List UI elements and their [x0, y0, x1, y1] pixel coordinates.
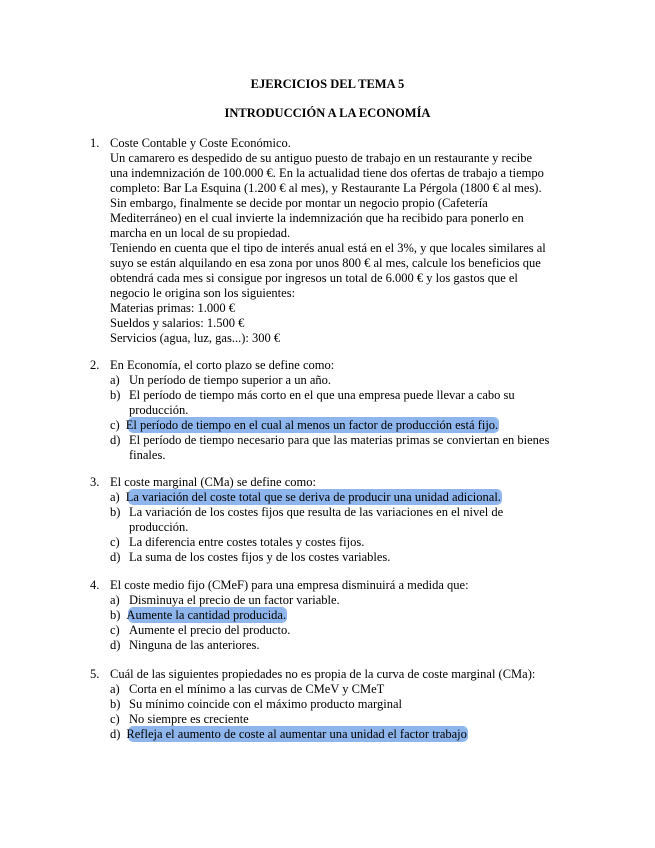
body-line: suyo se están alquilando en esa zona por unos 800 € al mes, calcule los beneficios que — [110, 256, 541, 270]
option-d — [90, 638, 570, 653]
body-line: completo: Bar La Esquina (1.200 € al mes), y Restaurante La Pérgola (1800 € al mes). — [110, 181, 542, 195]
body-line: Sueldos y salarios: 1.500 € — [110, 316, 245, 330]
body-line: Servicios (agua, luz, gas...): 300 € — [110, 331, 281, 345]
option-text: La variación del coste total que se deriva de producir una unidad adicional. — [125, 490, 501, 504]
body-line: Materias primas: 1.000 € — [110, 301, 235, 315]
option-a — [90, 593, 570, 608]
question-body — [90, 151, 570, 346]
question-1 — [90, 136, 570, 346]
question-number: 1. — [90, 136, 100, 150]
option-text: El período de tiempo necesario para que las materias primas se conviertan en bienes — [129, 433, 550, 447]
body-line: una indemnización de 100.000 €. En la actualidad tiene dos ofertas de trabajo a tiempo — [110, 166, 544, 180]
option-b — [90, 388, 570, 418]
answer-highlight — [110, 608, 287, 622]
option-letter: b) — [110, 505, 121, 519]
body-line: Teniendo en cuenta que el tipo de interés anual está en el 3%, y que locales similares al — [110, 241, 546, 255]
option-a-selected — [90, 490, 570, 505]
option-letter: b) — [110, 608, 121, 622]
option-text: La diferencia entre costes totales y costes fijos. — [129, 535, 365, 549]
body-line: Sin embargo, finalmente se decide por montar un negocio propio (Cafetería — [110, 196, 488, 210]
option-letter: a) — [110, 593, 120, 607]
answer-highlight — [110, 727, 467, 741]
question-4 — [90, 578, 570, 653]
option-text: No siempre es creciente — [129, 712, 249, 726]
option-letter: a) — [110, 682, 120, 696]
option-text: El período de tiempo más corto en el que una empresa puede llevar a cabo su — [129, 388, 515, 402]
option-text: Refleja el aumento de coste al aumentar una unidad el factor trabajo — [126, 727, 467, 741]
option-a — [90, 682, 570, 697]
option-text: Un período de tiempo superior a un año. — [129, 373, 332, 387]
question-title: Coste Contable y Coste Económico. — [110, 136, 291, 150]
option-text: El período de tiempo en el cual al menos un factor de producción está fijo. — [125, 418, 499, 432]
option-letter: a) — [110, 373, 120, 387]
option-c-selected — [90, 418, 570, 433]
question-5 — [90, 667, 570, 742]
option-a — [90, 373, 570, 388]
question-number: 5. — [90, 667, 100, 681]
document-title: EJERCICIOS DEL TEMA 5 — [250, 77, 405, 91]
option-letter: c) — [110, 418, 120, 432]
question-number: 3. — [90, 475, 100, 489]
option-d — [90, 433, 570, 463]
option-letter: d) — [110, 727, 121, 741]
question-2 — [90, 358, 570, 463]
question-number: 2. — [90, 358, 100, 372]
answer-highlight — [110, 418, 499, 432]
option-letter: c) — [110, 712, 120, 726]
option-text: Disminuya el precio de un factor variable. — [129, 593, 340, 607]
option-c — [90, 535, 570, 550]
option-c — [90, 623, 570, 638]
option-text: Su mínimo coincide con el máximo producto marginal — [129, 697, 402, 711]
option-letter: b) — [110, 697, 121, 711]
option-d — [90, 550, 570, 565]
option-letter: d) — [110, 433, 121, 447]
option-text: Aumente el precio del producto. — [129, 623, 291, 637]
option-b-selected — [90, 608, 570, 623]
option-letter: c) — [110, 623, 120, 637]
question-number: 4. — [90, 578, 100, 592]
option-letter: d) — [110, 638, 121, 652]
body-line: Un camarero es despedido de su antiguo puesto de trabajo en un restaurante y recibe — [110, 151, 533, 165]
body-line: Mediterráneo) en el cual invierte la indemnización que ha recibido para ponerlo en — [110, 211, 524, 225]
option-letter: c) — [110, 535, 120, 549]
option-text: La suma de los costes fijos y de los costes variables. — [129, 550, 391, 564]
option-text: Aumente la cantidad producida. — [126, 608, 287, 622]
answer-highlight — [110, 490, 501, 504]
option-letter: d) — [110, 550, 121, 564]
option-b — [90, 505, 570, 535]
question-text: En Economía, el corto plazo se define como: — [110, 358, 335, 372]
option-text: Corta en el mínimo a las curvas de CMeV y CMeT — [129, 682, 385, 696]
question-3 — [90, 475, 570, 565]
question-text: Cuál de las siguientes propiedades no es propia de la curva de coste marginal (CMa): — [110, 667, 536, 681]
body-line: marcha en un local de su propiedad. — [110, 226, 291, 240]
option-d-selected — [90, 727, 570, 742]
body-line: negocio le origina son los siguientes: — [110, 286, 296, 300]
option-text: finales. — [129, 448, 166, 462]
document-subtitle: INTRODUCCIÓN A LA ECONOMÍA — [224, 106, 431, 120]
question-text: El coste marginal (CMa) se define como: — [110, 475, 316, 489]
option-letter: a) — [110, 490, 120, 504]
question-text: El coste medio fijo (CMeF) para una empresa disminuirá a medida que: — [110, 578, 469, 592]
body-line: obtendrá cada mes si consigue por ingresos un total de 6.000 € y los gastos que el — [110, 271, 518, 285]
option-b — [90, 697, 570, 712]
option-text: Ninguna de las anteriores. — [129, 638, 260, 652]
option-text: La variación de los costes fijos que resulta de las variaciones en el nivel de — [129, 505, 504, 519]
option-text: producción. — [129, 403, 189, 417]
option-text: producción. — [129, 520, 189, 534]
option-c — [90, 712, 570, 727]
option-letter: b) — [110, 388, 121, 402]
